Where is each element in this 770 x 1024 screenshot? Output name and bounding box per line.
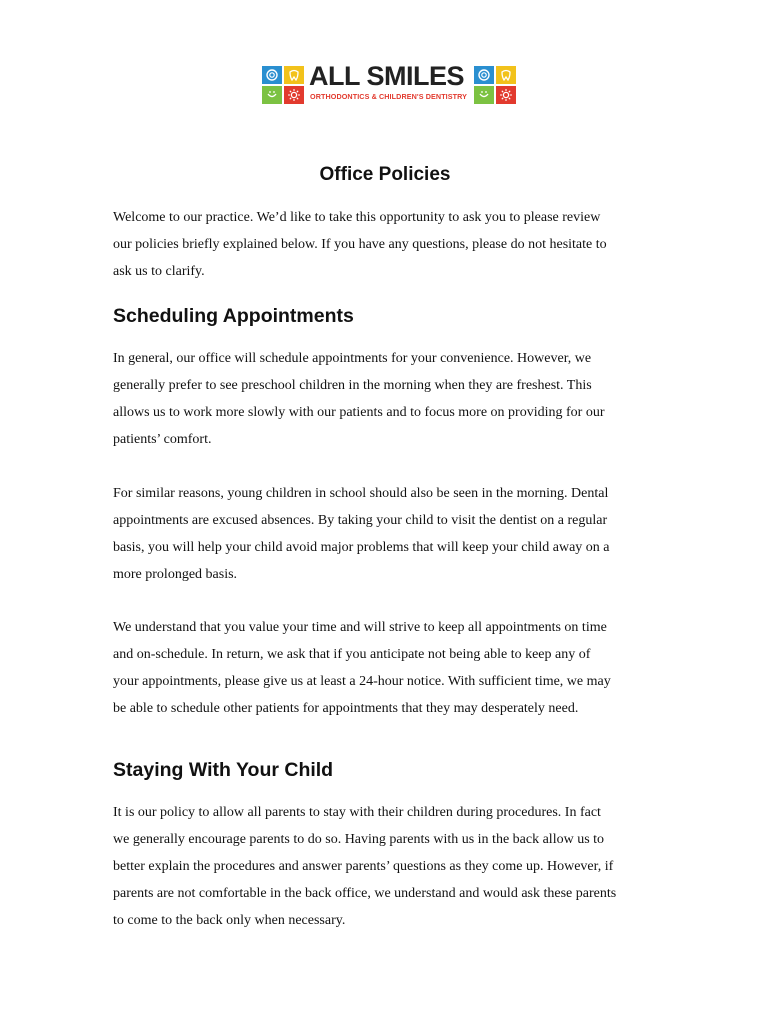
sun-icon (284, 86, 304, 104)
text-line: For similar reasons, young children in school should also be seen in the morning. Dental (113, 486, 609, 501)
sun-icon (496, 86, 516, 104)
text-line: Welcome to our practice. We’d like to take this opportunity to ask you to please review (113, 210, 601, 225)
text-line: allows us to work more slowly with our patients and to focus more on providing for our (113, 405, 605, 420)
text-line: your appointments, please give us at least a 24-hour notice. With sufficient time, we may (113, 674, 611, 689)
text-line: patients’ comfort. (113, 432, 212, 447)
tooth-smile-icon (262, 86, 282, 104)
text-line: appointments are excused absences. By taking your child to visit the dentist on a regular (113, 513, 608, 528)
text-line: better explain the procedures and answer parents’ questions as they come up. However, if (113, 859, 614, 874)
tooth-icon (284, 66, 304, 84)
toothbrush-swirl-icon (262, 66, 282, 84)
text-line: We understand that you value your time and will strive to keep all appointments on time (113, 620, 607, 635)
text-line: to come to the back only when necessary. (113, 913, 346, 928)
text-line: generally prefer to see preschool children in the morning when they are freshest. This (113, 378, 592, 393)
text-line: and on-schedule. In return, we ask that if you anticipate not being able to keep any of (113, 647, 591, 662)
text-line: ask us to clarify. (113, 264, 205, 279)
text-line: basis, you will help your child avoid major problems that will keep your child away on a (113, 540, 610, 555)
tooth-smile-icon (474, 86, 494, 104)
logo-subtitle: ORTHODONTICS & CHILDREN'S DENTISTRY (310, 92, 468, 101)
scheduling-paragraph-1 (113, 345, 673, 453)
text-line: be able to schedule other patients for appointments that they may desperately need. (113, 701, 579, 716)
document-title: Office Policies (319, 164, 451, 185)
intro-paragraph (113, 204, 673, 285)
text-line: more prolonged basis. (113, 567, 238, 582)
scheduling-paragraph-3 (113, 614, 673, 722)
logo-tiles-left (262, 66, 304, 104)
text-line: our policies briefly explained below. If you have any questions, please do not hesitate to (113, 237, 607, 252)
tooth-icon (496, 66, 516, 84)
logo-tiles-right (474, 66, 516, 104)
scheduling-paragraph-2 (113, 480, 673, 588)
text-line: parents are not comfortable in the back office, we understand and would ask these parents (113, 886, 617, 901)
logo (262, 63, 518, 105)
text-line: In general, our office will schedule appointments for your convenience. However, we (113, 351, 592, 366)
text-line: we generally encourage parents to do so. Having parents with us in the back allow us to (113, 832, 605, 847)
staying-paragraph-1 (113, 799, 673, 934)
logo-title: ALL SMILES (309, 61, 465, 91)
text-line: It is our policy to allow all parents to stay with their children during procedures. In fact (113, 805, 601, 820)
section-heading-scheduling: Scheduling Appointments (113, 305, 354, 327)
toothbrush-swirl-icon (474, 66, 494, 84)
section-heading-staying: Staying With Your Child (113, 759, 334, 781)
